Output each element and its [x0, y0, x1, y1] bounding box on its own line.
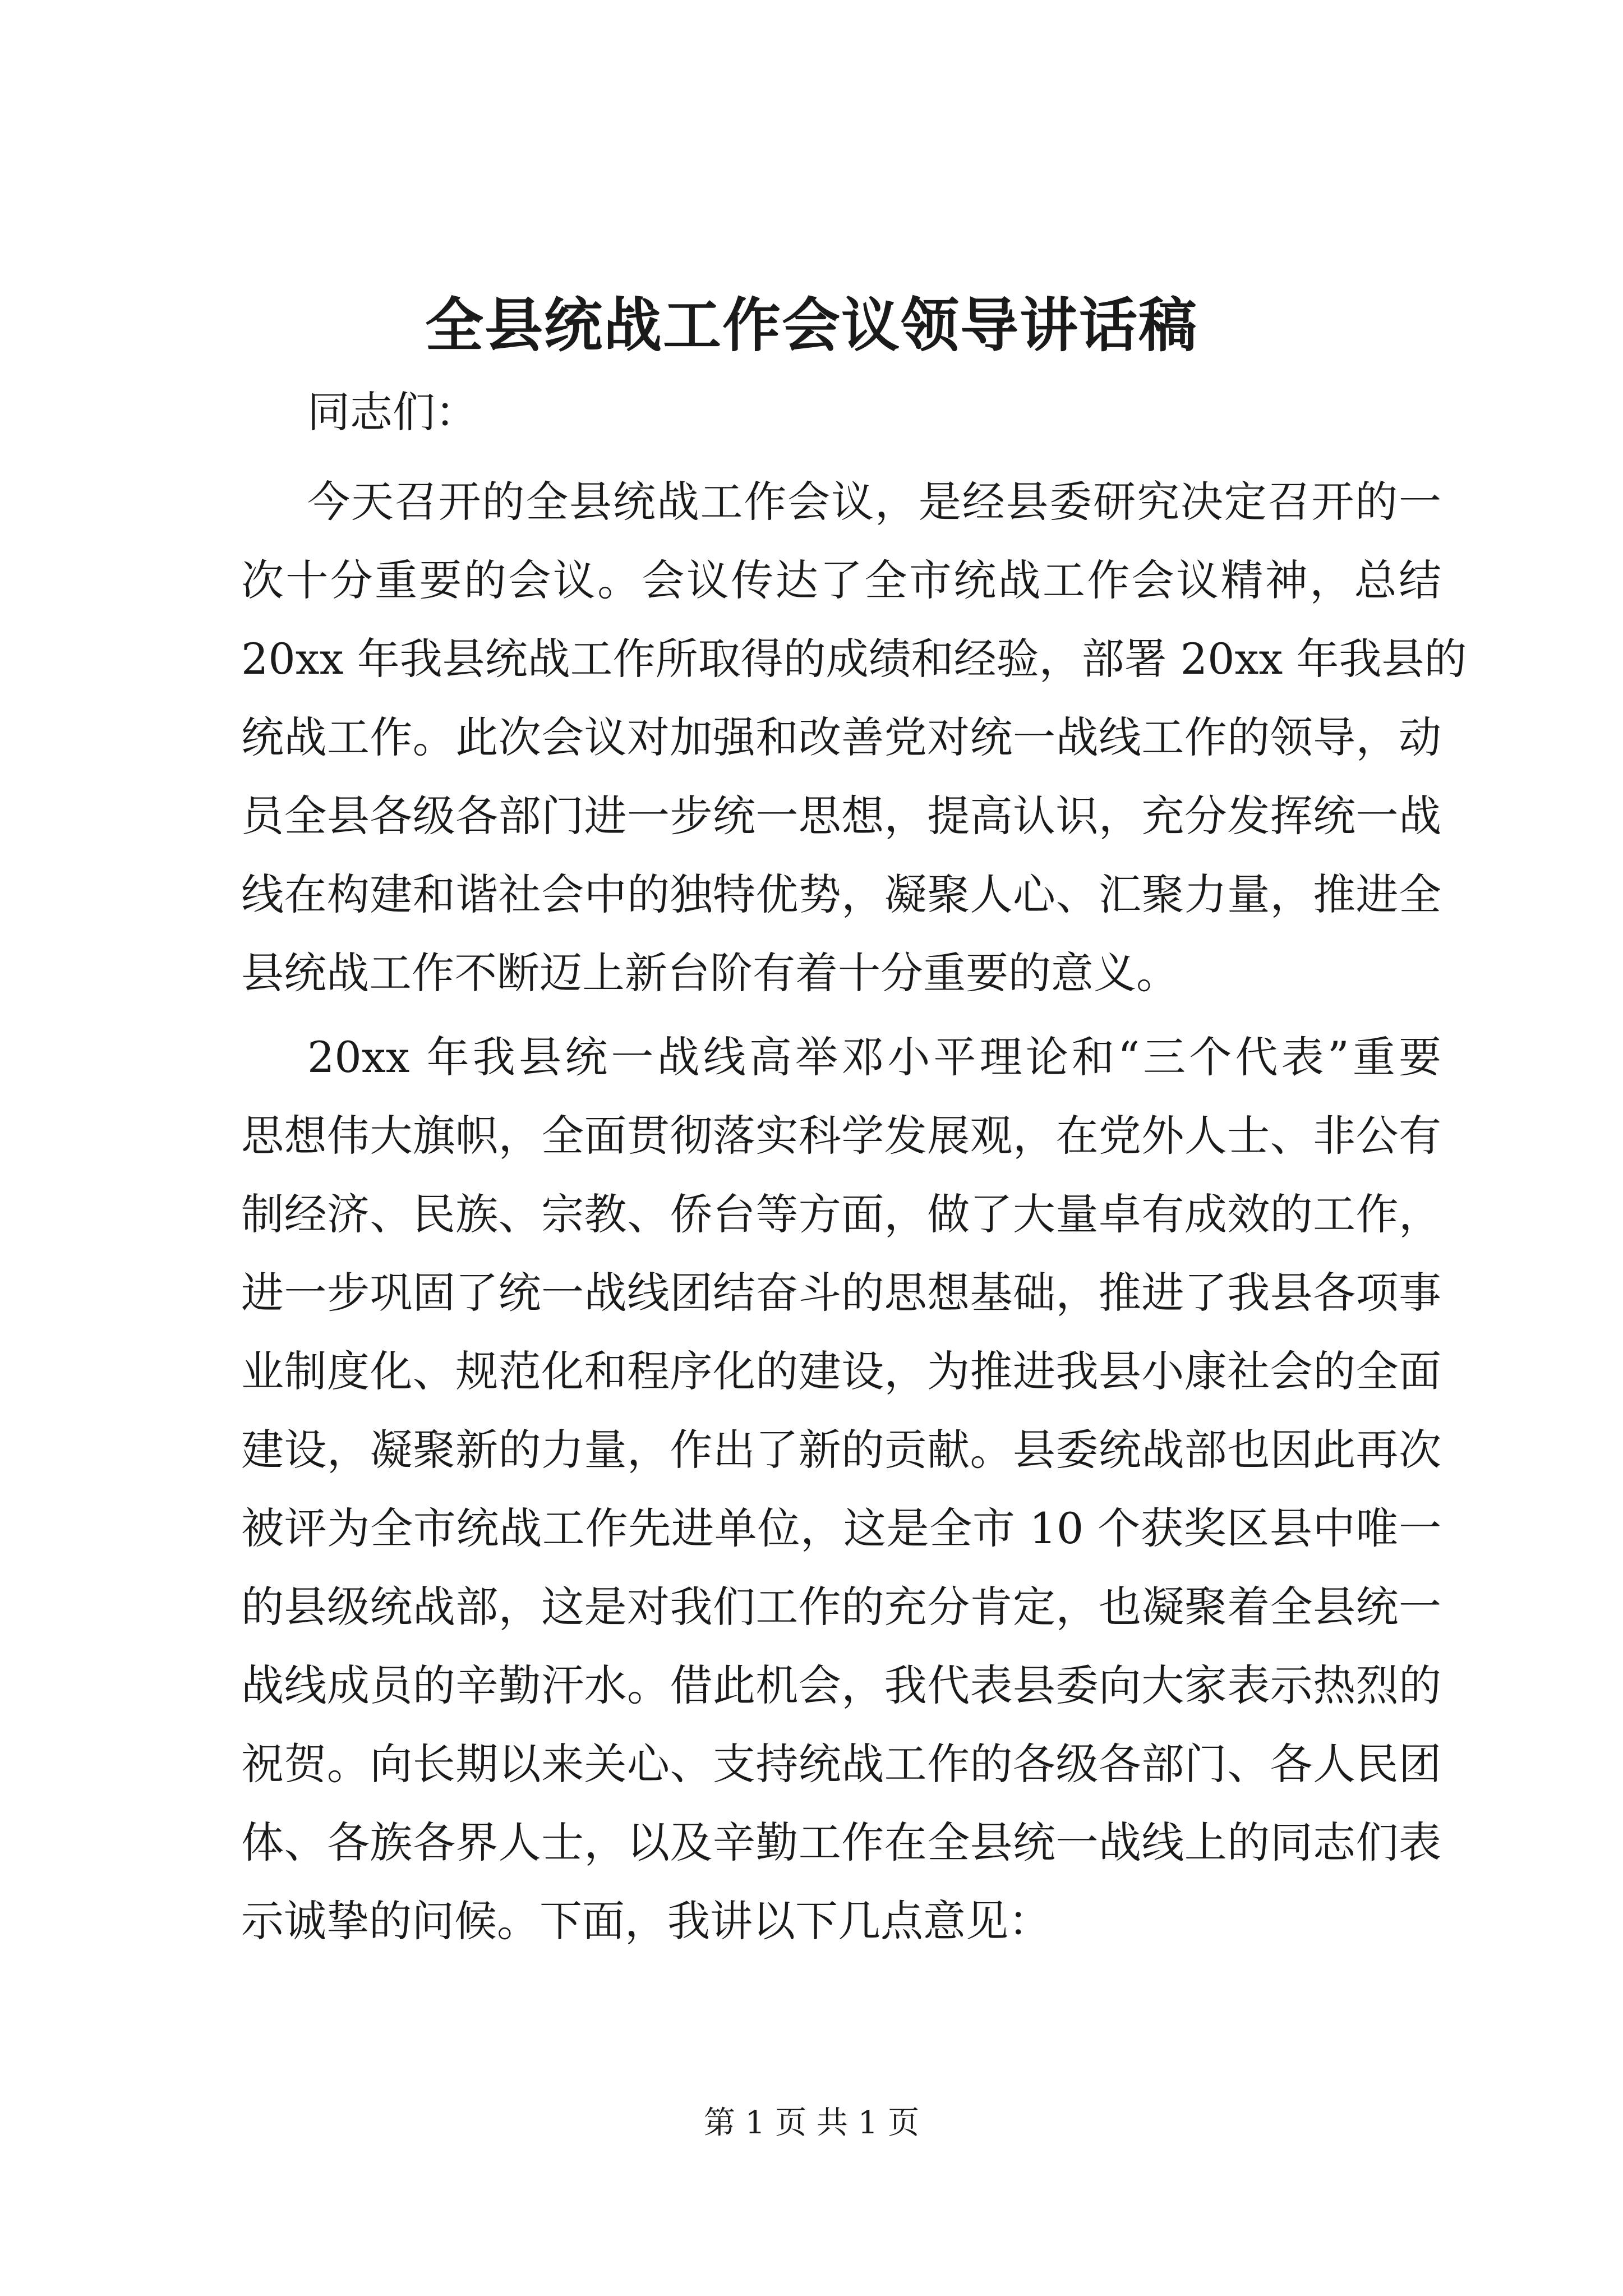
greeting: 同志们： — [307, 387, 478, 437]
paragraph-line: 县统战工作不断迈上新台阶有着十分重要的意义。 — [241, 948, 1179, 998]
paragraph-line: 进一步巩固了统一战线团结奋斗的思想基础，推进了我县各项事 — [241, 1268, 1441, 1318]
page-footer: 第 1 页 共 1 页 — [703, 2105, 920, 2141]
paragraph-line: 被评为全市统战工作先进单位，这是全市 10 个获奖区县中唯一 — [241, 1503, 1441, 1553]
paragraph-line: 战线成员的辛勤汗水。借此机会，我代表县委向大家表示热烈的 — [241, 1660, 1441, 1710]
paragraph-line: 思想伟大旗帜，全面贯彻落实科学发展观，在党外人士、非公有 — [241, 1111, 1441, 1161]
paragraph-line: 体、各族各界人士，以及辛勤工作在全县统一战线上的同志们表 — [241, 1818, 1441, 1867]
paragraph-line: 20xx 年我县统战工作所取得的成绩和经验，部署 20xx 年我县的 — [241, 634, 1467, 684]
paragraph-line: 示诚挚的问候。下面，我讲以下几点意见： — [241, 1896, 1051, 1946]
paragraph-line: 20xx 年我县统一战线高举邓小平理论和“三个代表”重要 — [307, 1032, 1441, 1082]
paragraph-line: 建设，凝聚新的力量，作出了新的贡献。县委统战部也因此再次 — [241, 1425, 1441, 1475]
paragraph-line: 员全县各级各部门进一步统一思想，提高认识，充分发挥统一战 — [241, 791, 1441, 841]
paragraph-line: 的县级统战部，这是对我们工作的充分肯定，也凝聚着全县统一 — [241, 1582, 1441, 1632]
paragraph-line: 今天召开的全县统战工作会议，是经县委研究决定召开的一 — [307, 477, 1441, 527]
paragraph-line: 业制度化、规范化和程序化的建设，为推进我县小康社会的全面 — [241, 1346, 1441, 1396]
paragraph-line: 次十分重要的会议。会议传达了全市统战工作会议精神，总结 — [241, 555, 1441, 605]
paragraph-line: 线在构建和谐社会中的独特优势，凝聚人心、汇聚力量，推进全 — [241, 869, 1441, 919]
paragraph-line: 祝贺。向长期以来关心、支持统战工作的各级各部门、各人民团 — [241, 1739, 1441, 1789]
document-title: 全县统战工作会议领导讲话稿 — [425, 291, 1198, 360]
paragraph-line: 制经济、民族、宗教、侨台等方面，做了大量卓有成效的工作， — [241, 1189, 1441, 1239]
paragraph-line: 统战工作。此次会议对加强和改善党对统一战线工作的领导，动 — [241, 712, 1441, 762]
